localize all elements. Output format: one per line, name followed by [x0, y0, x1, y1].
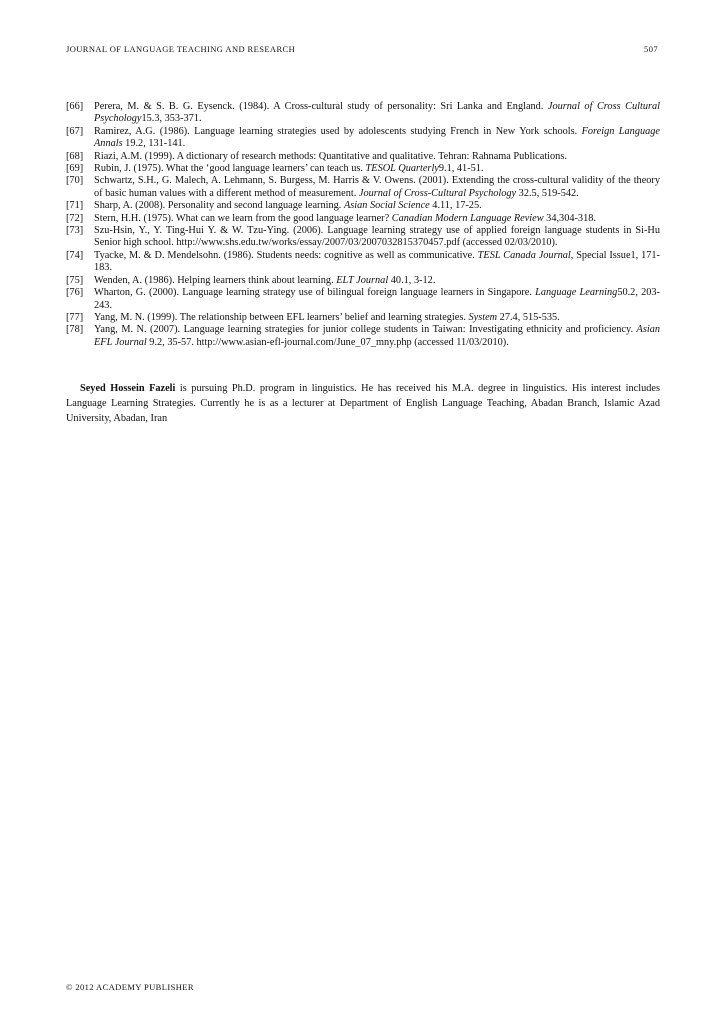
reference-main-text: Schwartz, S.H., G. Malech, A. Lehmann, S. Burgess, M. Harris & V. Owens. (2001). Extending the cross-cultural validity of the theory of basic human values with a different method of measurement.: [94, 175, 660, 199]
reference-item: [66, 324, 660, 349]
reference-source-title: Asian EFL Journal: [94, 324, 660, 348]
reference-item: [66, 225, 660, 250]
reference-source-title: Foreign Language Annals: [94, 125, 660, 150]
reference-source-details: 15.3, 353-371.: [141, 113, 202, 125]
reference-source-title: Language Learning: [535, 287, 618, 299]
author-biography: [66, 382, 660, 426]
reference-source-title: Canadian Modern Language Review: [391, 212, 544, 224]
reference-number: [78]: [66, 324, 84, 336]
reference-number: [72]: [66, 212, 84, 224]
reference-source-details: 27.4, 515-535.: [497, 311, 560, 323]
reference-item: [66, 151, 660, 163]
reference-source-title: Asian Social Science: [343, 200, 430, 212]
reference-text: [94, 200, 660, 212]
reference-text: [94, 225, 660, 250]
reference-number: [74]: [66, 249, 84, 261]
reference-number: [73]: [66, 225, 84, 237]
reference-source-details: 32.5, 519-542.: [516, 187, 579, 199]
reference-text: [94, 151, 660, 163]
reference-main-text: Szu-Hsin, Y., Y. Ting-Hui Y. & W. Tzu-Ying. (2006). Language learning strategy use of applied foreign language students in Si-Hu Senior high school. http://www.shs.edu.tw/works/essay/2007/03/2007032815370457.pdf (accessed 02/03/2010).: [94, 225, 660, 249]
reference-main-text: Tyacke, M. & D. Mendelsohn. (1986). Students needs: cognitive as well as communicative.: [94, 249, 478, 261]
reference-number: [77]: [66, 311, 84, 323]
reference-source-details: 9.1, 41-51.: [438, 163, 484, 175]
reference-number: [68]: [66, 150, 84, 162]
reference-text: [94, 287, 660, 312]
page-number: 507: [644, 44, 658, 54]
reference-number: [69]: [66, 163, 84, 175]
reference-main-text: Perera, M. & S. B. G. Eysenck. (1984). A Cross-cultural study of personality: Sri Lanka and England.: [94, 101, 548, 112]
reference-number: [75]: [66, 274, 84, 286]
reference-source-details: 40.1, 3-12.: [388, 274, 436, 286]
reference-number: [66]: [66, 101, 84, 112]
copyright-footer: © 2012 ACADEMY PUBLISHER: [66, 982, 194, 992]
reference-source-details: 34,304-318.: [543, 212, 596, 224]
reference-text: [94, 275, 660, 287]
reference-text: [94, 324, 660, 349]
reference-main-text: Rubin, J. (1975). What the ‘good language learners’ can teach us.: [94, 163, 366, 175]
reference-main-text: Yang, M. N. (2007). Language learning strategies for junior college students in Taiwan: Investigating ethnicity and proficiency.: [94, 324, 637, 336]
reference-source-title: ELT Journal: [336, 274, 389, 286]
running-header: [66, 44, 658, 54]
reference-text: [94, 312, 660, 324]
reference-item: [66, 200, 660, 212]
reference-item: [66, 275, 660, 287]
reference-item: [66, 163, 660, 175]
reference-text: [94, 250, 660, 275]
reference-main-text: Stern, H.H. (1975). What can we learn from the good language learner?: [94, 212, 392, 224]
reference-main-text: Riazi, A.M. (1999). A dictionary of research methods: Quantitative and qualitative. Tehran: Rahnama Publications.: [94, 150, 567, 162]
reference-item: [66, 287, 660, 312]
reference-source-details: 9.2, 35-57. http://www.asian-efl-journal.com/June_07_mny.php (accessed 11/03/2010).: [146, 336, 509, 348]
reference-source-title: TESL Canada Journal: [477, 249, 571, 261]
author-biography-text: is pursuing Ph.D. program in linguistics. He has received his M.A. degree in linguistics. His interest includes Language Learning Strategies. Currently he is as a lecturer at Department of English Language Teaching, Abadan Branch, Islamic Azad University, Abadan, Iran: [66, 383, 660, 424]
reference-source-details: 19.2, 131-141.: [122, 138, 186, 150]
reference-text: [94, 175, 660, 200]
reference-item: [66, 213, 660, 225]
reference-source-title: System: [468, 311, 498, 323]
reference-item: [66, 175, 660, 200]
reference-number: [71]: [66, 200, 84, 212]
reference-main-text: Yang, M. N. (1999). The relationship between EFL learners’ belief and learning strategies.: [94, 311, 469, 323]
reference-main-text: Ramirez, A.G. (1986). Language learning strategies used by adolescents studying French in New York schools.: [94, 125, 582, 137]
reference-source-title: TESOL Quarterly: [365, 163, 439, 175]
reference-number: [70]: [66, 175, 84, 187]
reference-text: [94, 163, 660, 175]
reference-source-title: Journal of Cross Cultural Psychology: [94, 101, 660, 125]
reference-item: [66, 126, 660, 151]
reference-source-details: 50.2, 203-243.: [94, 287, 660, 311]
reference-text: [94, 101, 660, 126]
reference-main-text: Wharton, G. (2000). Language learning strategy use of bilingual foreign language learners in Singapore.: [94, 287, 536, 299]
author-name: Seyed Hossein Fazeli: [80, 383, 176, 394]
reference-main-text: Sharp, A. (2008). Personality and second language learning.: [94, 200, 344, 212]
reference-number: [76]: [66, 287, 84, 299]
reference-text: [94, 126, 660, 151]
reference-source-details: 4.11, 17-25.: [429, 200, 482, 212]
reference-item: [66, 312, 660, 324]
reference-list: [66, 101, 660, 349]
reference-source-details: , Special Issue1, 171-183.: [94, 249, 660, 274]
reference-item: [66, 101, 660, 126]
reference-item: [66, 250, 660, 275]
reference-number: [67]: [66, 125, 84, 137]
journal-title: JOURNAL OF LANGUAGE TEACHING AND RESEARCH: [66, 44, 296, 54]
reference-text: [94, 213, 660, 225]
reference-source-title: Journal of Cross-Cultural Psychology: [358, 187, 517, 199]
reference-main-text: Wenden, A. (1986). Helping learners think about learning.: [94, 274, 337, 286]
